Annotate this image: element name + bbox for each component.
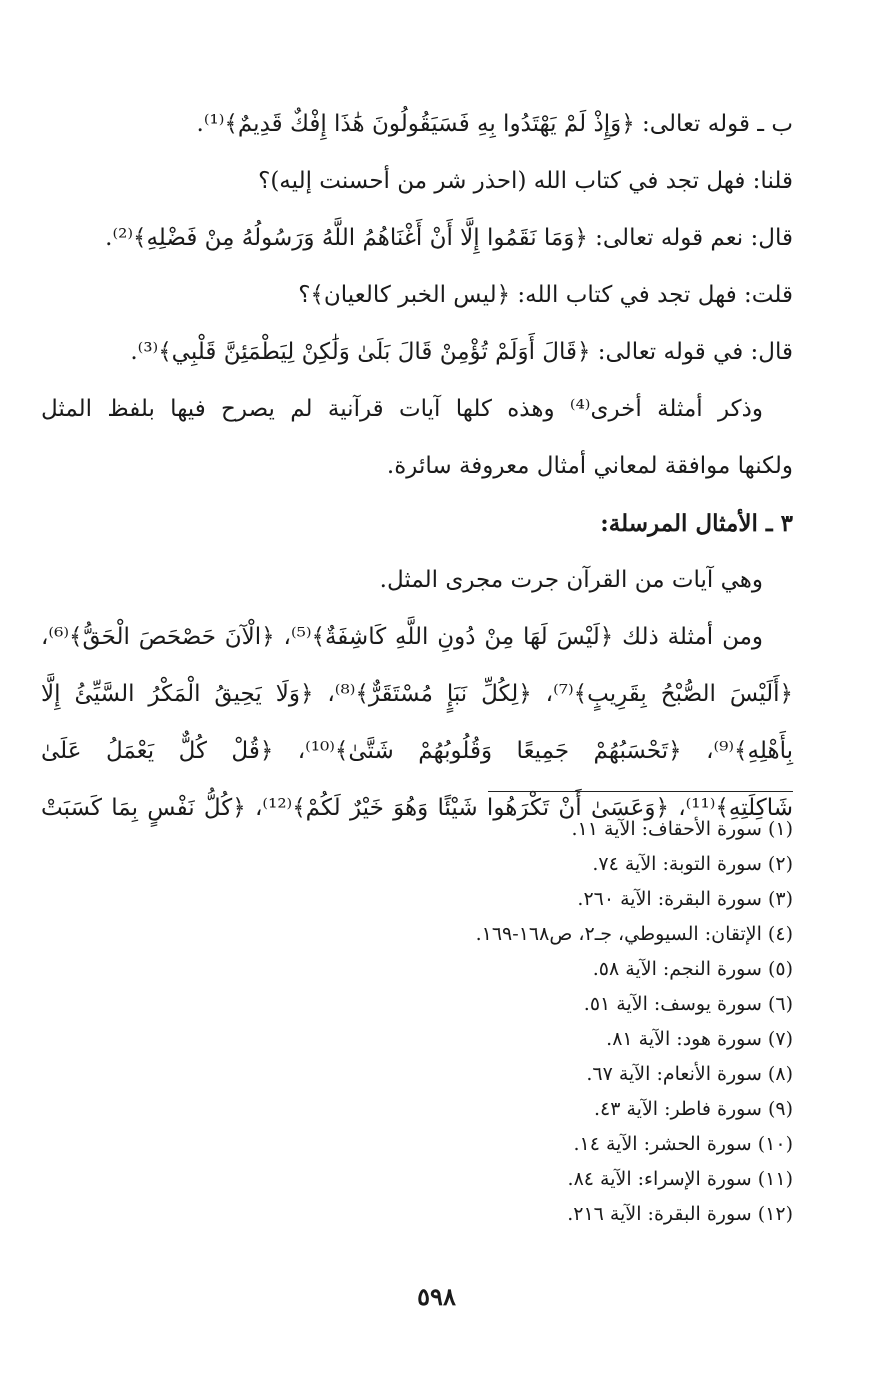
main-text [41,96,793,837]
text-line: وذكر أمثلة أخرى⁽⁴⁾ وهذه كلها آيات قرآنية لم يصرح فيها بلفظ المثل [41,396,763,422]
footnote: (٩) سورة فاطر: الآية ٤٣. [593,1098,793,1120]
footnote: (٨) سورة الأنعام: الآية ٦٧. [586,1063,793,1085]
text-line: ﴿أَلَيْسَ الصُّبْحُ بِقَرِيبٍ﴾⁽⁷⁾، ﴿لِكُلِّ نَبَإٍ مُسْتَقَرٌّ﴾⁽⁸⁾، ﴿وَلَا يَحِيقُ الْمَكْرُ السَّيِّئُ إِلَّا [41,681,793,707]
footnote: (٦) سورة يوسف: الآية ٥١. [583,993,793,1015]
footnote: (٣) سورة البقرة: الآية ٢٦٠. [577,888,793,910]
footnote-divider [488,791,793,792]
footnote: (٥) سورة النجم: الآية ٥٨. [592,958,793,980]
footnote: (١) سورة الأحقاف: الآية ١١. [571,818,793,840]
footnote: (١١) سورة الإسراء: الآية ٨٤. [567,1168,793,1190]
text-line: قلنا: فهل تجد في كتاب الله (احذر شر من أحسنت إليه)؟ [258,168,793,194]
text-line: ولكنها موافقة لمعاني أمثال معروفة سائرة. [386,453,793,479]
footnote: (١٢) سورة البقرة: الآية ٢١٦. [567,1203,793,1225]
footnotes [41,812,793,1232]
text-line: ب ـ قوله تعالى: ﴿وَإِذْ لَمْ يَهْتَدُوا بِهِ فَسَيَقُولُونَ هَٰذَا إِفْكٌ قَدِيمٌ﴾⁽¹⁾. [196,111,793,137]
footnote: (٤) الإتقان: السيوطي، جـ٢، ص١٦٨-١٦٩. [475,923,793,945]
text-line: قال: نعم قوله تعالى: ﴿وَمَا نَقَمُوا إِلَّا أَنْ أَغْنَاهُمُ اللَّهُ وَرَسُولُهُ مِنْ فَضْلِهِ﴾⁽²⁾. [105,225,793,251]
text-line: شَاكِلَتِهِ﴾⁽¹¹⁾، ﴿وَعَسَىٰ أَنْ تَكْرَهُوا شَيْئًا وَهُوَ خَيْرٌ لَكُمْ﴾⁽¹²⁾، ﴿كُلُّ نَفْسٍ بِمَا كَسَبَتْ [41,795,793,821]
text-line: ومن أمثلة ذلك ﴿لَيْسَ لَهَا مِنْ دُونِ اللَّهِ كَاشِفَةٌ﴾⁽⁵⁾، ﴿الْآنَ حَصْحَصَ الْحَقُّ﴾⁽⁶⁾، [41,624,763,650]
text-line: قال: في قوله تعالى: ﴿قَالَ أَوَلَمْ تُؤْمِنْ قَالَ بَلَىٰ وَلَٰكِنْ لِيَطْمَئِنَّ قَلْبِي﴾⁽³⁾. [130,339,793,365]
footnote: (٢) سورة التوبة: الآية ٧٤. [592,853,793,875]
text-line: وهي آيات من القرآن جرت مجرى المثل. [379,567,763,593]
page-number: ٥٩٨ [417,1282,456,1311]
footnote: (٧) سورة هود: الآية ٨١. [606,1028,793,1050]
section-heading: ٣ ـ الأمثال المرسلة: [600,510,793,537]
text-line: قلت: فهل تجد في كتاب الله: ﴿ليس الخبر كالعيان﴾؟ [298,282,793,308]
footnote: (١٠) سورة الحشر: الآية ١٤. [573,1133,793,1155]
text-line: بِأَهْلِهِ﴾⁽⁹⁾، ﴿تَحْسَبُهُمْ جَمِيعًا وَقُلُوبُهُمْ شَتَّىٰ﴾⁽¹⁰⁾، ﴿قُلْ كُلٌّ يَعْمَلُ عَلَىٰ [41,738,793,764]
